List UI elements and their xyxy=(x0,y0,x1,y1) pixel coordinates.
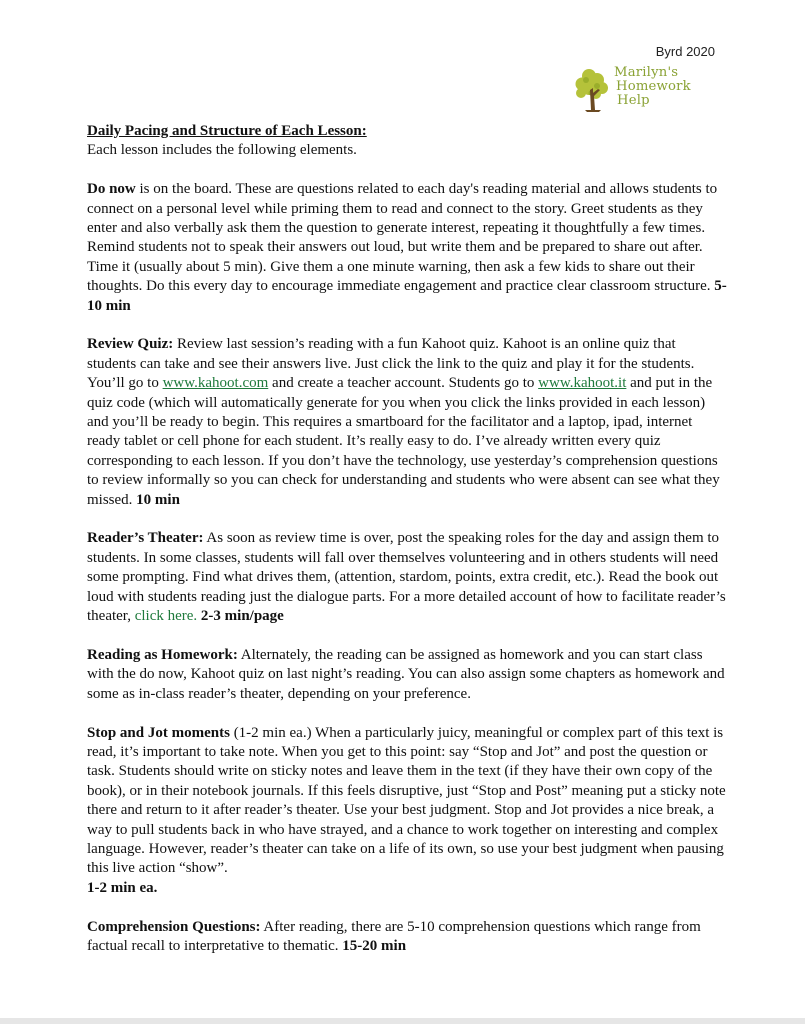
tree-icon xyxy=(575,66,615,114)
kahoot-it-link[interactable]: www.kahoot.it xyxy=(538,375,627,392)
stop-jot-body: (1-2 min ea.) When a particularly juicy, meaningful or complex part of this text is read, it’s important to take note. When you get to this point: say “Stop and Jot” and post the question or task. Students should write on sticky notes and leave them in the text (if they have their own copy of the book), or in their notebook journals. If this feels disruptive, just “Stop and Post” meaning put a sticky note there and return to it after reader’s theater. Use your best judgment. Stop and Jot provides a nice break, a way to pull students back in who have strayed, and a chance to work together on interesting and complex language. However, reader’s theater can take on a life of its own, so use your best judgment when pausing this live action “show”. xyxy=(87,724,726,877)
review-quiz-time: 10 min xyxy=(136,491,180,508)
do-now-time: 5-10 min xyxy=(87,278,727,314)
readers-theater-heading: Reader’s Theater: xyxy=(87,530,204,547)
comprehension-body: After reading, there are 5-10 comprehension questions which range from factual recall to interpretative to thematic. xyxy=(87,918,701,954)
stop-jot-time: 1-2 min ea. xyxy=(87,879,158,896)
click-here-link[interactable]: click here. xyxy=(134,608,198,625)
readers-theater-body: As soon as review time is over, post the speaking roles for the day and assign them to students. In some classes, students will fall over themselves volunteering and in others students will need some prompting. Find what drives them, (attention, stardom, points, extra credit, etc.). Read the book out loud with students reading just the dialogue parts. For a more detailed account of how to facilitate reader’s theater, xyxy=(87,530,726,625)
intro-text: Each lesson includes the following elements. xyxy=(87,142,357,159)
document-body xyxy=(87,122,727,976)
logo-line-2: Homework xyxy=(616,79,691,95)
page-bottom-edge xyxy=(0,1018,805,1024)
reading-homework-body: Alternately, the reading can be assigned as homework and you can start class with the do now, Kahoot quiz on last night’s reading. You can also assign some chapters as homework and some as in-class reader’s theater, depending on your preference. xyxy=(87,646,725,702)
do-now-body: is on the board. These are questions related to each day's reading material and allows students to connect on a personal level while priming them to read and connect to the story. Greet students as they enter and also verbally ask them the question to generate interest, repeating it thoughtfully a few times. Remind students not to speak their answers out loud, but write them and be prepared to share out after. Time it (usually about 5 min). Give them a one minute warning, then ask a few kids to share out their thoughts. Do this every day to encourage immediate engagement and practice clear classroom structure. xyxy=(87,181,718,295)
reading-homework-section xyxy=(87,646,727,704)
logo-line-1: Marilyn's xyxy=(614,65,679,80)
do-now-heading: Do now xyxy=(87,181,136,198)
review-quiz-heading: Review Quiz: xyxy=(87,336,174,353)
brand-logo xyxy=(575,66,705,114)
review-quiz-body-1: Review last session’s reading with a fun Kahoot quiz. Kahoot is an online quiz that students can take and see their answers live. Just click the link to the quiz and play it for the students. You’ll go to xyxy=(87,336,695,392)
review-quiz-section xyxy=(87,335,727,510)
page-title: Daily Pacing and Structure of Each Lesson: xyxy=(87,123,367,139)
review-quiz-body-3: and put in the quiz code (which will automatically generate for you when you click the links provided in each lesson) and you’ll be ready to begin. This requires a smartboard for the facilitator and a laptop, ipad, internet ready tablet or cell phone for each student. It’s really easy to do. I’ve already written every quiz corresponding to each lesson. If you don’t have the technology, use yesterday’s comprehension questions to review informally so you can check for understanding and students who were absent can see what they missed. xyxy=(87,375,720,508)
readers-theater-time: 2-3 min/page xyxy=(200,608,284,625)
header-label: Byrd 2020 xyxy=(655,44,715,59)
kahoot-com-link[interactable]: www.kahoot.com xyxy=(162,375,269,392)
logo-text xyxy=(614,66,691,109)
comprehension-time: 15-20 min xyxy=(342,937,407,954)
do-now-section xyxy=(87,180,727,316)
logo-line-3: Help xyxy=(617,93,650,109)
stop-jot-heading: Stop and Jot moments xyxy=(87,724,230,741)
review-quiz-body-2: and create a teacher account. Students go to xyxy=(268,375,539,392)
readers-theater-section xyxy=(87,529,727,626)
comprehension-section xyxy=(87,918,727,957)
stop-jot-section xyxy=(87,724,727,899)
reading-homework-heading: Reading as Homework: xyxy=(87,646,238,663)
comprehension-heading: Comprehension Questions: xyxy=(87,918,261,935)
